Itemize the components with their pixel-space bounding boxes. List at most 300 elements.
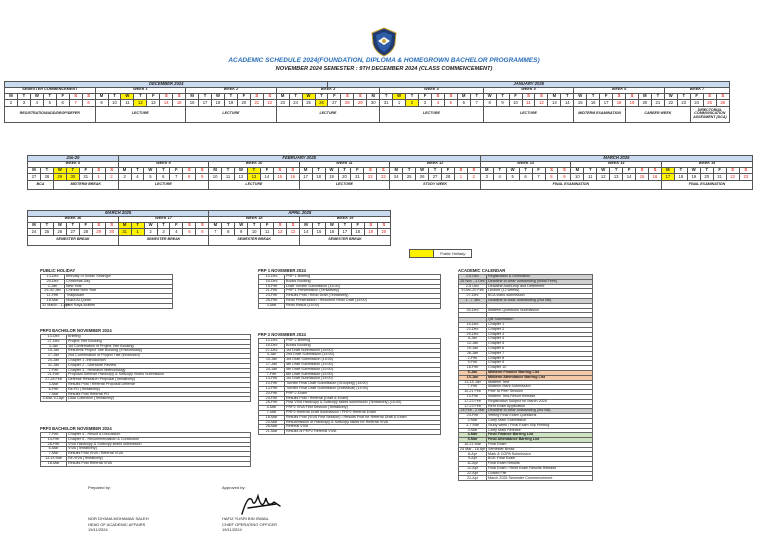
- row-event: 1st Draft Submission (15:00): [285, 377, 441, 382]
- row-date: 25 Nov - 3 Dec: [460, 278, 485, 283]
- day-number: 31: [380, 100, 393, 107]
- day-number: 22: [726, 174, 739, 181]
- row-date: 17-23 Feb: [459, 404, 487, 409]
- day-letter: W: [483, 93, 496, 100]
- row-event: 5th Draft Submission (15:00): [285, 367, 441, 372]
- week-header: WEEK 18: [209, 217, 300, 223]
- day-letter: M: [28, 167, 41, 174]
- day-number: 14: [160, 100, 173, 107]
- row-event: Resubmit Project Title Booking (If Necessary): [67, 349, 251, 354]
- week-header: WEEK 13: [480, 162, 571, 168]
- row-date: 27-Dec: [41, 339, 67, 344]
- day-letter: S: [82, 93, 95, 100]
- day-letter: M: [5, 93, 18, 100]
- day-letter: T: [157, 222, 170, 229]
- day-letter: F: [147, 93, 160, 100]
- day-letter: F: [351, 167, 364, 174]
- row-date: 28-Feb: [259, 298, 285, 303]
- period-label: MIDTERM BREAK: [53, 180, 118, 189]
- day-number: 16: [649, 174, 662, 181]
- row-event: Re-VIVA (Tentatively): [67, 456, 251, 461]
- day-number: 8: [483, 100, 496, 107]
- day-number: 2: [406, 100, 419, 107]
- row-date: 2-6 Dec: [459, 275, 487, 280]
- row-date: 19-Feb: [259, 284, 285, 289]
- day-number: 13: [147, 100, 160, 107]
- row-event: Christmas Day: [65, 279, 173, 284]
- section-title: PRP 1 NOVEMBER 2024: [258, 268, 306, 273]
- day-number: 19: [626, 100, 639, 107]
- row-event: Carry Mark Submission: [487, 418, 593, 423]
- row-event: Results Post Referral VIVA: [67, 461, 251, 466]
- day-letter: M: [480, 167, 493, 174]
- day-number: 11: [121, 100, 134, 107]
- period-label: LECTURE: [209, 180, 300, 189]
- row-event: Midterm Test-Result Release: [487, 394, 593, 399]
- approver-signature-icon: [238, 490, 284, 518]
- row-event: Midterm Finance Barring List: [487, 370, 593, 375]
- day-letter: T: [610, 167, 623, 174]
- day-number: 16: [325, 229, 338, 236]
- row-event: Chapter 8: [487, 356, 593, 361]
- approved-by-role: CHIEF OPERATING OFFICER: [222, 521, 278, 527]
- day-letter: W: [212, 93, 225, 100]
- day-number: 1: [454, 174, 467, 181]
- row-event: Results Post / Redo Draft (Tentatively): [285, 294, 441, 299]
- day-number: 17: [338, 229, 351, 236]
- day-number: 8: [545, 174, 558, 181]
- day-letter: S: [274, 222, 287, 229]
- day-letter: W: [325, 222, 338, 229]
- day-number: 19: [325, 174, 338, 181]
- week-header: SEMESTER COMMENCEMENT: [5, 88, 96, 94]
- day-number: 14: [561, 100, 574, 107]
- week-header: WEEK 1: [95, 88, 186, 94]
- day-number: 6: [157, 174, 170, 181]
- period-label: LECTURE: [95, 106, 186, 122]
- row-event: QB Submission: [487, 318, 593, 323]
- row-event: Midterm Mark Submission: [487, 385, 593, 390]
- row-event: PRP 2 Briefing: [285, 339, 441, 344]
- approved-by-date: 19/11/2024: [222, 527, 242, 533]
- row-date: 24-Mar: [259, 420, 285, 425]
- row-date: 9-Apr: [459, 457, 487, 462]
- day-number: 2: [105, 174, 118, 181]
- prepared-by-label: Prepared by:: [88, 485, 111, 490]
- section-title: PRP3 BACHELOR NOVEMBER 2024: [40, 328, 112, 333]
- day-letter: T: [496, 93, 509, 100]
- day-letter: T: [651, 93, 664, 100]
- row-date: 7-Mar: [41, 392, 67, 397]
- row-event: Final Finance Barring List: [487, 433, 593, 438]
- approved-by-label: Approved by:: [222, 485, 246, 490]
- row-date: 24-Jan: [259, 367, 285, 372]
- day-letter: S: [739, 167, 752, 174]
- row-event: Peer to Peer Session: [487, 390, 593, 395]
- period-label: STUDY WEEK: [390, 180, 481, 189]
- day-letter: M: [118, 167, 131, 174]
- period-label: CAREER WEEK: [626, 106, 691, 122]
- day-letter: S: [703, 93, 716, 100]
- row-date: 7-Feb: [259, 372, 285, 377]
- row-event: Deadline to clear outstanding (2nd Bill): [487, 298, 593, 303]
- day-letter: M: [95, 93, 108, 100]
- day-letter: T: [338, 167, 351, 174]
- row-event: BOE Final Exam: [487, 457, 593, 462]
- row-date: 12-Jan: [459, 342, 487, 347]
- day-letter: S: [522, 93, 535, 100]
- row-event: Turnitin Final Draft Submission (Grouping) (15:00): [285, 382, 441, 387]
- day-letter: T: [157, 167, 170, 174]
- table-row: [259, 303, 441, 308]
- row-event: Chapter 3 - Research Methodology: [67, 368, 251, 373]
- day-letter: F: [79, 222, 92, 229]
- row-event: March 2025 Semester Commencement: [487, 476, 593, 481]
- day-number: 8: [222, 229, 235, 236]
- row-event: PRP 1 Presentation (Tentatively): [285, 289, 441, 294]
- day-number: 23: [377, 174, 390, 181]
- week-header: WEEK 5: [483, 88, 574, 94]
- day-letter: F: [260, 167, 273, 174]
- row-event: PRP 2 Exam: [285, 391, 441, 396]
- day-letter: T: [289, 93, 302, 100]
- row-event: Draft Turnitin Submission (15:00): [285, 284, 441, 289]
- day-number: 5: [444, 100, 457, 107]
- day-letter: F: [237, 93, 250, 100]
- day-number: 7: [532, 174, 545, 181]
- period-label: MIDTERM EXAMINATION: [574, 106, 626, 122]
- day-number: 25: [40, 229, 53, 236]
- day-letter: M: [390, 167, 403, 174]
- row-event: Re-PD (Tentatively): [67, 387, 251, 392]
- table-row: [459, 476, 593, 481]
- week-header: WEEK 7: [664, 88, 729, 94]
- row-date: 10-21 Feb: [459, 390, 487, 395]
- day-letter: W: [506, 167, 519, 174]
- period-label: LECTURE: [276, 106, 380, 122]
- day-number: 5: [506, 174, 519, 181]
- row-date: 3-Mar: [41, 382, 67, 387]
- day-number: 21: [351, 174, 364, 181]
- row-date: 22-Apr: [459, 471, 487, 476]
- day-number: 20: [338, 174, 351, 181]
- day-letter: T: [406, 93, 419, 100]
- day-letter: S: [467, 167, 480, 174]
- day-number: 21: [713, 174, 726, 181]
- row-date: 3-7 Mar: [459, 423, 487, 428]
- day-number: 2: [5, 100, 18, 107]
- row-event: Deadline Add/Drop and Deferment: [487, 284, 593, 289]
- day-number: 19: [224, 100, 237, 107]
- day-number: 16: [186, 100, 199, 107]
- day-letter: M: [571, 167, 584, 174]
- day-letter: W: [235, 167, 248, 174]
- row-event: Final Exam Results: [487, 462, 593, 467]
- day-letter: S: [173, 93, 186, 100]
- day-letter: S: [354, 93, 367, 100]
- day-letter: S: [105, 222, 118, 229]
- day-number: 26: [315, 100, 328, 107]
- day-number: 3: [157, 229, 170, 236]
- day-letter: F: [713, 167, 726, 174]
- row-date: 24-Feb: [459, 414, 487, 419]
- prepared-by-role: HEAD OF ACADEMIC AFFAIRS: [88, 521, 146, 527]
- row-date: 18-Mar: [41, 461, 67, 466]
- row-date: 24 Mar - 18 Apr: [460, 446, 486, 451]
- week-header: WEEK 14: [571, 162, 662, 168]
- row-date: 24-Feb: [259, 396, 285, 401]
- row-date: 3-Jan: [259, 353, 285, 358]
- day-number: 16: [587, 100, 600, 107]
- row-date: 3-Mar: [259, 303, 285, 308]
- day-letter: T: [584, 167, 597, 174]
- table-row: [259, 430, 441, 435]
- day-letter: M: [299, 167, 312, 174]
- row-date: 21-Mar: [259, 430, 285, 435]
- day-number: 3: [17, 100, 30, 107]
- row-date: 6-Mar: [41, 447, 67, 452]
- row-event: 1st Draft Submission (15:00): [285, 348, 441, 353]
- row-date: 22-Dec: [459, 327, 487, 332]
- day-number: 16: [286, 174, 299, 181]
- day-number: 14: [623, 174, 636, 181]
- row-event: Chapter 1: [487, 322, 593, 327]
- day-letter: M: [209, 222, 222, 229]
- day-number: 3: [419, 100, 432, 107]
- row-date: 29-30 Jan: [41, 289, 65, 294]
- row-event: Midterm Attendance Barring List: [487, 375, 593, 380]
- row-event: Chapter 10: [487, 366, 593, 371]
- day-number: 9: [496, 100, 509, 107]
- day-letter: W: [302, 93, 315, 100]
- day-letter: T: [677, 93, 690, 100]
- day-number: 13: [287, 229, 300, 236]
- row-date: 30-Dec: [459, 308, 487, 313]
- day-number: 15: [312, 229, 325, 236]
- day-number: 7: [209, 229, 222, 236]
- row-event: Registration & Orientation: [487, 275, 593, 280]
- prp3-bachelor-section-1: [40, 328, 250, 402]
- section-title: PRP 2 NOVEMBER 2024: [258, 332, 306, 337]
- day-letter: W: [664, 93, 677, 100]
- day-number: 27: [66, 229, 79, 236]
- row-date: 13-Dec: [259, 339, 285, 344]
- calendar-march-april: [27, 210, 391, 246]
- row-event: PRP 1 Briefing: [285, 275, 441, 280]
- day-letter: M: [118, 222, 131, 229]
- day-number: 26: [716, 100, 729, 107]
- row-date: 8-Apr: [459, 452, 487, 457]
- day-number: 12: [235, 174, 248, 181]
- day-number: 2: [144, 229, 157, 236]
- day-number: 12: [134, 100, 147, 107]
- day-letter: S: [377, 222, 390, 229]
- day-letter: S: [273, 167, 286, 174]
- prp3-bachelor-section-2: [40, 426, 250, 467]
- row-date: 11-Apr: [459, 462, 487, 467]
- row-event: Chapter 4: [487, 337, 593, 342]
- row-date: 28-Feb: [41, 442, 67, 447]
- day-letter: W: [144, 167, 157, 174]
- row-event: New Year: [65, 284, 173, 289]
- week-header: WEEK 6: [574, 88, 665, 94]
- row-event: 1st Confirmation of Project Title Booking: [67, 344, 251, 349]
- day-letter: T: [199, 93, 212, 100]
- day-number: 24: [690, 100, 703, 107]
- day-letter: S: [341, 93, 354, 100]
- row-date: 14-Feb: [41, 437, 67, 442]
- day-letter: T: [338, 222, 351, 229]
- day-letter: F: [532, 167, 545, 174]
- day-letter: T: [315, 93, 328, 100]
- day-letter: T: [700, 167, 713, 174]
- row-date: 10-Jan: [259, 358, 285, 363]
- day-letter: M: [209, 167, 222, 174]
- row-date: 24-Jan: [41, 358, 67, 363]
- prepared-by-name: NOR DIYANA MOHAMAD SALEH: [88, 516, 149, 522]
- period-label: FINAL EXAMINATION: [661, 180, 752, 189]
- day-number: 13: [548, 100, 561, 107]
- row-date: 5-Mar: [459, 438, 487, 443]
- day-number: 9: [196, 174, 209, 181]
- period-label: BCA: [28, 180, 54, 189]
- row-date: 10-Jan: [459, 375, 487, 380]
- day-letter: W: [325, 167, 338, 174]
- row-date: 10-Feb: [459, 394, 487, 399]
- row-event: Results Post (VIVA First Session) / Results Post for Referral Draft & Exam: [285, 415, 441, 420]
- day-letter: T: [222, 222, 235, 229]
- period-label: DIRECTORIAL COMMUNICATION ASSESMENT (DCA): [690, 106, 729, 122]
- row-event: Chapter 2 - Literature Review: [67, 363, 251, 368]
- day-letter: S: [183, 222, 196, 229]
- day-letter: S: [250, 93, 263, 100]
- day-number: 11: [222, 174, 235, 181]
- section-title: PRP3 BACHELOR NOVEMBER 2024: [40, 426, 112, 431]
- prepared-by-date: 19/11/2024: [88, 527, 108, 533]
- day-letter: T: [587, 93, 600, 100]
- row-event: Defense Research Proposal (Tentatively): [67, 378, 251, 383]
- day-letter: M: [638, 93, 651, 100]
- row-event: First VIVA Hardcopy & Softcopy slides submission (Tentatively) (15:00): [285, 401, 441, 406]
- day-letter: W: [53, 167, 66, 174]
- row-event: Final Exam / Resit Exam Results Release: [487, 466, 593, 471]
- day-number: 6: [56, 100, 69, 107]
- day-letter: M: [28, 222, 41, 229]
- row-event: Registration Subject for March 2025: [487, 399, 593, 404]
- table-row: [41, 397, 251, 402]
- day-number: 10: [108, 100, 121, 107]
- row-date: 11-Feb: [41, 294, 65, 299]
- row-event: Chapter 3: [487, 332, 593, 337]
- day-letter: T: [131, 222, 144, 229]
- day-number: 5: [43, 100, 56, 107]
- row-date: 16-Feb: [459, 366, 487, 371]
- day-letter: F: [79, 167, 92, 174]
- day-letter: F: [690, 93, 703, 100]
- day-letter: W: [416, 167, 429, 174]
- day-letter: S: [726, 167, 739, 174]
- day-number: 5: [144, 174, 157, 181]
- table-row: [41, 303, 173, 308]
- day-number: 15: [574, 100, 587, 107]
- row-date: 3-Mar-10-Apr: [41, 397, 67, 402]
- day-letter: M: [367, 93, 380, 100]
- day-number: 4: [131, 174, 144, 181]
- week-header: WEEK 8: [28, 162, 119, 168]
- day-number: 30: [105, 229, 118, 236]
- row-date: 1 - 7 Jan: [459, 298, 487, 303]
- day-letter: S: [287, 222, 300, 229]
- row-date: 26-Feb: [259, 401, 285, 406]
- row-event: Chapter 7: [487, 351, 593, 356]
- day-number: 3: [480, 174, 493, 181]
- day-letter: F: [442, 167, 455, 174]
- row-date: 21-Feb: [41, 373, 67, 378]
- row-event: Project Title Booking: [67, 339, 251, 344]
- row-event: Books Booking: [285, 279, 441, 284]
- day-number: 23: [677, 100, 690, 107]
- day-letter: T: [429, 167, 442, 174]
- day-letter: W: [235, 222, 248, 229]
- day-letter: T: [247, 167, 260, 174]
- row-event: Chapter 4 - Result & Discussion: [67, 433, 251, 438]
- day-number: 27: [429, 174, 442, 181]
- row-date: 7-Feb: [459, 385, 487, 390]
- day-number: 19: [687, 174, 700, 181]
- legend: [409, 249, 472, 258]
- day-letter: W: [121, 93, 134, 100]
- row-event: Lecture (12 weeks): [487, 289, 593, 294]
- period-label: LECTURE: [380, 106, 484, 122]
- row-event: 4th Draft Submission (15:00): [285, 362, 441, 367]
- row-event: Results of PRP2 Referral VIVA: [285, 430, 441, 435]
- day-letter: S: [196, 167, 209, 174]
- day-letter: T: [380, 93, 393, 100]
- day-letter: T: [561, 93, 574, 100]
- period-label: SEMESTER BREAK: [209, 235, 300, 245]
- semester-subtitle: NOVEMBER 2024 SEMESTER : 9TH DECEMBER 2024 (CLASS COMMENCEMENT): [275, 66, 493, 72]
- day-letter: S: [183, 167, 196, 174]
- row-event: 2nd Confirmation of Project Title (Endorsed): [67, 354, 251, 359]
- row-date: 24 Feb - 2 Mar: [460, 408, 485, 413]
- day-letter: S: [649, 167, 662, 174]
- academic-calendar-section: [458, 268, 592, 481]
- day-letter: T: [224, 93, 237, 100]
- day-letter: S: [92, 222, 105, 229]
- day-letter: M: [661, 167, 674, 174]
- day-number: 7: [170, 174, 183, 181]
- day-number: 18: [613, 100, 626, 107]
- day-number: 26: [416, 174, 429, 181]
- day-letter: T: [312, 222, 325, 229]
- row-event: Results Post / Referral Proposal Defense: [67, 382, 251, 387]
- row-event: Nuzul Al-Quran: [65, 298, 173, 303]
- row-date: 25-Dec: [41, 279, 65, 284]
- period-label: SEMESTER BREAK: [118, 235, 209, 245]
- day-letter: S: [636, 167, 649, 174]
- day-number: 15: [636, 174, 649, 181]
- period-label: SEMESTER BREAK: [300, 235, 391, 245]
- row-event: Results Post Referral PD: [67, 392, 251, 397]
- day-number: 18: [212, 100, 225, 107]
- row-event: Thaipusam: [65, 294, 173, 299]
- day-number: 9: [235, 229, 248, 236]
- row-date: 2-6 Dec: [459, 284, 487, 289]
- row-event: Closed File: [487, 471, 593, 476]
- row-event: 6th Draft Submission (15:00): [285, 372, 441, 377]
- row-date: 9 Dec-20 Feb: [459, 289, 487, 294]
- day-number: 15: [173, 100, 186, 107]
